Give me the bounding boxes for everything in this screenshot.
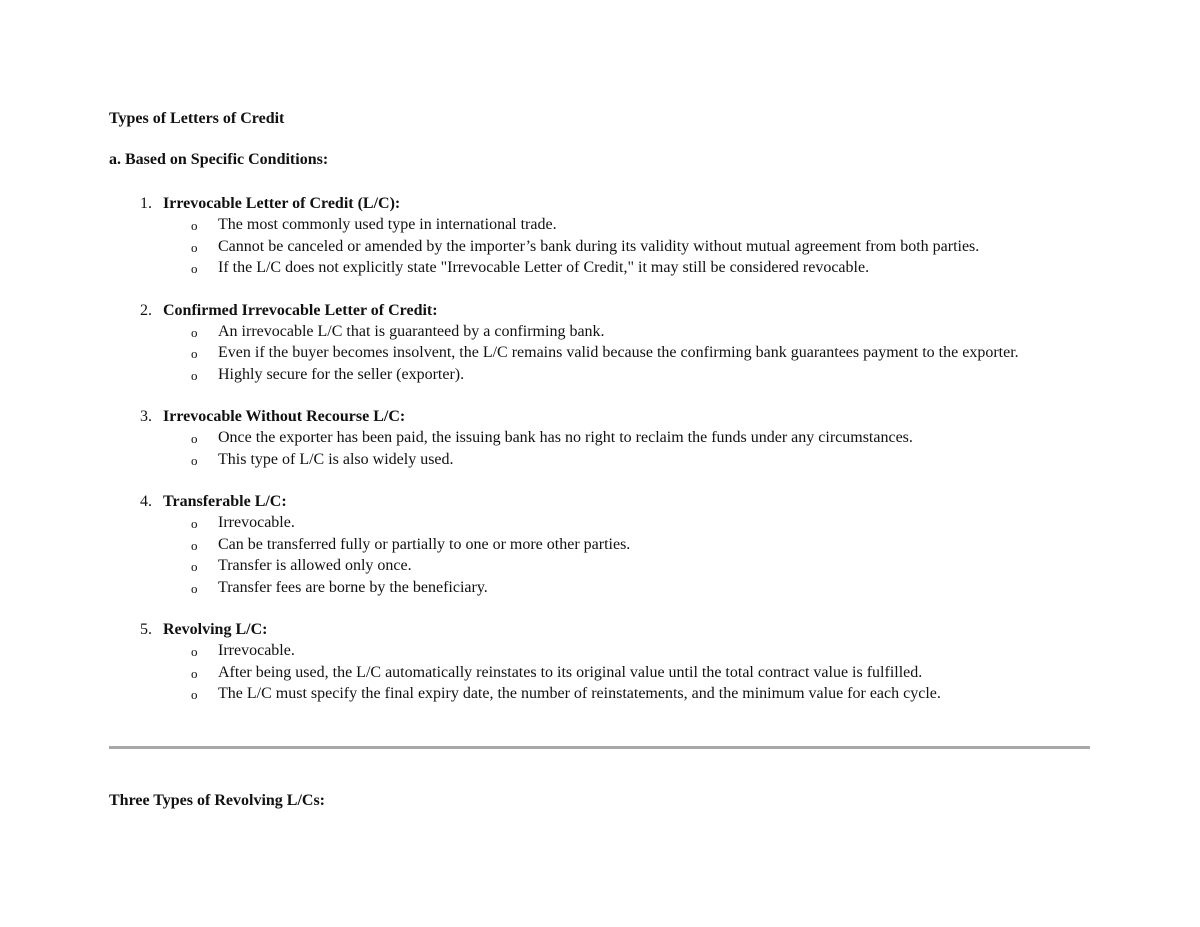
bullet-marker [109, 321, 218, 343]
bullet-item [109, 427, 1099, 449]
bullet-item [109, 555, 1099, 577]
bullet-list [109, 214, 1099, 279]
hollow-circle-bullet-icon: o [191, 261, 198, 276]
bullet-text: An irrevocable L/C that is guaranteed by a confirming bank. [218, 322, 605, 340]
bullet-text: Cannot be canceled or amended by the importer’s bank during its validity without mutual agreement from both parties. [218, 237, 980, 255]
bullet-item [109, 364, 1099, 386]
hollow-circle-bullet-icon: o [191, 239, 198, 255]
lc-type-heading [109, 300, 1099, 321]
hollow-circle-bullet-icon: o [191, 346, 198, 361]
lc-type-item [109, 619, 1099, 705]
bullet-list [109, 321, 1099, 386]
hollow-circle-bullet-icon: o [191, 452, 198, 468]
lc-type-item [109, 406, 1099, 470]
hollow-circle-bullet-icon: o [191, 431, 198, 446]
list-number: 2. [140, 301, 152, 319]
bullet-marker [109, 577, 218, 599]
bullet-marker [109, 257, 218, 279]
bullet-marker [109, 214, 218, 236]
bullet-text: Transfer is allowed only once. [218, 557, 412, 574]
bullet-list [109, 427, 1099, 470]
document-title: Types of Letters of Credit [109, 110, 285, 127]
list-number: 5. [140, 621, 152, 638]
bullet-marker [109, 640, 218, 662]
bullet-marker [109, 236, 218, 258]
bullet-text: Even if the buyer becomes insolvent, the L/C remains valid because the confirming bank guarantees payment to the exporter. [218, 344, 1019, 361]
hollow-circle-bullet-icon: o [191, 665, 198, 681]
bullet-text: The L/C must specify the final expiry date, the number of reinstatements, and the minimum value for each cycle. [218, 685, 941, 702]
bullet-text: Transfer fees are borne by the beneficiary. [218, 578, 488, 596]
list-number: 1. [140, 195, 152, 212]
bullet-text: The most commonly used type in international trade. [218, 216, 557, 233]
lc-type-title: Transferable L/C: [163, 493, 287, 510]
bullet-marker [109, 427, 218, 449]
bullet-marker [109, 662, 218, 684]
hollow-circle-bullet-icon: o [191, 644, 198, 659]
bullet-item [109, 257, 1099, 279]
bullet-item [109, 512, 1099, 534]
bullet-marker [109, 342, 218, 364]
bullet-text: After being used, the L/C automatically reinstates to its original value until the total contract value is fulfilled. [218, 663, 923, 681]
bullet-text: Irrevocable. [218, 642, 295, 659]
bullet-marker [109, 512, 218, 534]
lc-type-heading [109, 491, 1099, 512]
bullet-item [109, 640, 1099, 662]
section-heading: a. Based on Specific Conditions: [109, 151, 329, 168]
bullet-text: This type of L/C is also widely used. [218, 450, 454, 468]
bullet-marker [109, 555, 218, 577]
bullet-item [109, 534, 1099, 556]
hollow-circle-bullet-icon: o [191, 559, 198, 574]
hollow-circle-bullet-icon: o [191, 367, 198, 383]
lc-type-title: Irrevocable Letter of Credit (L/C): [163, 195, 401, 212]
hollow-circle-bullet-icon: o [191, 537, 198, 553]
bullet-marker [109, 364, 218, 386]
bullet-text: Once the exporter has been paid, the issuing bank has no right to reclaim the funds under any circumstances. [218, 429, 913, 446]
bullet-item [109, 449, 1099, 471]
bullet-item [109, 236, 1099, 258]
hollow-circle-bullet-icon: o [191, 324, 198, 340]
bullet-list [109, 640, 1099, 705]
lc-type-title: Confirmed Irrevocable Letter of Credit: [163, 301, 438, 319]
bullet-marker [109, 449, 218, 471]
lc-type-heading [109, 619, 1099, 640]
list-number: 4. [140, 493, 152, 510]
lc-type-heading [109, 193, 1099, 214]
bullet-item [109, 321, 1099, 343]
lc-type-title: Irrevocable Without Recourse L/C: [163, 408, 406, 425]
hollow-circle-bullet-icon: o [191, 516, 198, 531]
lc-type-item [109, 193, 1099, 279]
bullet-item [109, 342, 1099, 364]
bullet-marker [109, 534, 218, 556]
lc-type-item [109, 300, 1099, 386]
bullet-item [109, 577, 1099, 599]
bullet-marker [109, 683, 218, 705]
horizontal-rule [109, 746, 1090, 749]
bullet-item [109, 683, 1099, 705]
lc-type-title: Revolving L/C: [163, 621, 268, 638]
bullet-item [109, 214, 1099, 236]
lc-type-heading [109, 406, 1099, 427]
lc-type-item [109, 491, 1099, 598]
lc-types-list [109, 193, 1099, 726]
bullet-item [109, 662, 1099, 684]
hollow-circle-bullet-icon: o [191, 218, 198, 233]
hollow-circle-bullet-icon: o [191, 580, 198, 596]
bullet-list [109, 512, 1099, 598]
bullet-text: If the L/C does not explicitly state "Irrevocable Letter of Credit," it may still be considered revocable. [218, 259, 870, 276]
bullet-text: Highly secure for the seller (exporter). [218, 365, 465, 383]
bullet-text: Irrevocable. [218, 514, 295, 531]
revolving-types-heading: Three Types of Revolving L/Cs: [109, 792, 326, 809]
list-number: 3. [140, 408, 152, 425]
hollow-circle-bullet-icon: o [191, 687, 198, 702]
bullet-text: Can be transferred fully or partially to one or more other parties. [218, 535, 631, 553]
